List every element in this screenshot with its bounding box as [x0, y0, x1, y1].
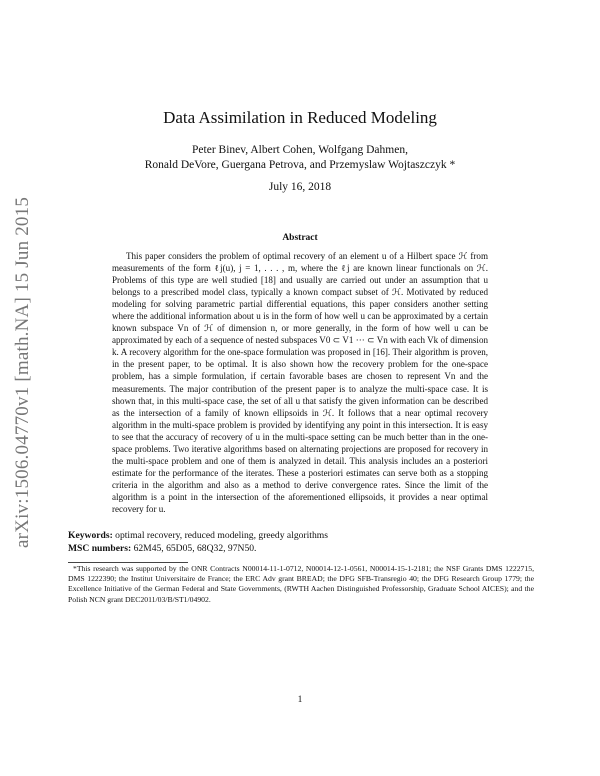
author-line-2: Ronald DeVore, Guergana Petrova, and Przemyslaw Wojtaszczyk * [144, 159, 456, 171]
footnote-divider [68, 562, 188, 563]
keywords-line [68, 529, 538, 542]
arxiv-identifier: arXiv:1506.04770v1 [math.NA] 15 Jun 2015 [12, 196, 33, 548]
author-line-1: Peter Binev, Albert Cohen, Wolfgang Dahmen, [192, 144, 408, 156]
page-number: 1 [297, 695, 303, 705]
abstract-heading: Abstract [282, 233, 318, 243]
keywords-value: optimal recovery, reduced modeling, greedy algorithms [115, 530, 328, 541]
msc-line [68, 542, 538, 555]
keywords-block [68, 529, 538, 555]
paper-title: Data Assimilation in Reduced Modeling [163, 108, 437, 127]
author-list [0, 143, 600, 173]
msc-value: 62M45, 65D05, 68Q32, 97N50. [133, 543, 257, 554]
paper-date: July 16, 2018 [268, 181, 332, 193]
abstract-body: This paper considers the problem of optimal recovery of an element u of a Hilbert space ℋ from measurements of the form ℓj(u), j = 1, . . . , m, where the ℓj are known linear functionals on ℋ. Problems of this type are well studied [18] and usually are carried out under an assumption that u belongs to a prescribed model class, typically a known compact subset of ℋ. Motivated by reduced modeling for solving parametric partial differential equations, this paper considers another setting where the additional information about u is in the form of how well u can be approximated by a certain known subspace Vn of ℋ of dimension n, or more generally, in the form of how well u can be approximated by each of a sequence of nested subspaces V0 ⊂ V1 ··· ⊂ Vn with each Vk of dimension k. A recovery algorithm for the one-space formulation was proposed in [16]. Their algorithm is proven, in the present paper, to be optimal. It is also shown how the recovery problem for the one-space problem, has a simple formulation, if certain favorable bases are chosen to represent Vn and the measurements. The major contribution of the present paper is to analyze the multi-space case. It is shown that, in this multi-space case, the set of all u that satisfy the given information can be described as the intersection of a family of known ellipsoids in ℋ. It follows that a near optimal recovery algorithm in the multi-space problem is provided by identifying any point in this intersection. It is easy to see that the accuracy of recovery of u in the multi-space setting can be much better than in the one-space problems. Two iterative algorithms based on alternating projections are proposed for recovery in the multi-space problem and one of them is analyzed in detail. This analysis includes an a posteriori estimate for the performance of the iterates. These a posteriori estimates can serve both as a stopping criteria in the algorithm and also as a method to derive convergence rates. Since the limit of the algorithm is a point in the intersection of the aforementioned ellipsoids, it provides a near optimal recovery for u. [112, 251, 488, 514]
keywords-label: Keywords: [68, 530, 113, 541]
msc-label: MSC numbers: [68, 543, 132, 554]
funding-footnote: *This research was supported by the ONR Contracts N00014-11-1-0712, N00014-12-1-0561, N00014-15-1-2181; the NSF Grants DMS 1222715, DMS 1222390; the Institut Universitaire de France; the ERC Adv grant BREAD; the DFG SFB-Transregio 40; the DFG Research Group 1779; the Excellence Initiative of the German Federal and State Governments, (RWTH Aachen Distinguished Professorship, Graduate School AICES); and the Polish NCN grant DEC2011/03/B/ST1/04902. [68, 564, 534, 604]
